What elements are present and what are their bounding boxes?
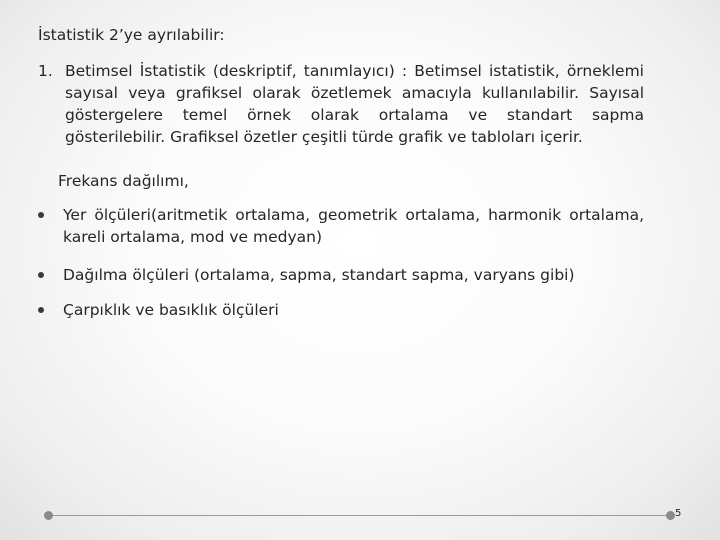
footer-left-dot-icon xyxy=(44,511,53,520)
sub-heading: Frekans dağılımı, xyxy=(58,172,189,190)
bullet-item xyxy=(38,299,644,321)
numbered-item-text: Betimsel İstatistik (deskriptif, tanımlayıcı) : Betimsel istatistik, örneklemi sayısal veya grafiksel olarak özetlemek amacıyla kullanılabilir. Sayısal göstergelere temel örnek olarak ortalama ve standart sapma gösterilebilir. Grafiksel özetler çeşitli türde grafik ve tabloları içerir. xyxy=(65,62,644,146)
bullet-text: Çarpıklık ve basıklık ölçüleri xyxy=(63,301,279,319)
intro-text: İstatistik 2’ye ayrılabilir: xyxy=(38,26,225,44)
footer-right-dot-icon xyxy=(666,511,675,520)
bullet-item xyxy=(38,204,644,248)
bullet-item xyxy=(38,264,644,286)
bullet-text: Yer ölçüleri(aritmetik ortalama, geometrik ortalama, harmonik ortalama, kareli ortalama, mod ve medyan) xyxy=(63,206,644,246)
bullet-dot-icon xyxy=(38,212,44,218)
bullet-dot-icon xyxy=(38,272,44,278)
numbered-list-item xyxy=(38,60,644,148)
bullet-dot-icon xyxy=(38,307,44,313)
footer-divider xyxy=(48,515,670,516)
bullet-text: Dağılma ölçüleri (ortalama, sapma, standart sapma, varyans gibi) xyxy=(63,266,575,284)
page-number: 5 xyxy=(675,508,682,519)
list-number: 1. xyxy=(38,62,53,80)
